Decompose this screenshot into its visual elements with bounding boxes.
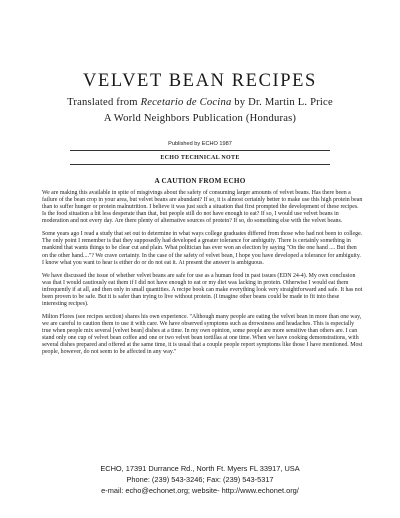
paragraph: Some years ago I read a study that set out to determine in what ways college graduates differed from those who had not been to college. The only point I remember is that they supposedly had developed a greater tolerance for ambiguity. There is certainly something in mankind that wants things to be clear cut and plain. What politician has ever won an election by saying "On the one hand .... But then on the other hand...."? We crave certainty. In the case of the safety of velvet bean, I hope you have developed a tolerance for ambiguity. I know what you want to hear is either do or do not eat it. At present the answer is ambiguous.: [42, 231, 363, 266]
contact-footer: [0, 463, 400, 496]
footer-address: ECHO, 17391 Durrance Rd., North Ft. Myers FL 33917, USA: [100, 464, 300, 473]
subtitle-author: by Dr. Martin L. Price: [231, 97, 333, 108]
paragraph: We are making this available in spite of misgivings about the safety of consuming larger amounts of velvet beans. Has there been a failure of the bean crop in your area, but velvet beans are abundant? If so, it is almost certainly better to make use this high protein bean than to suffer hunger or protein malnutrition. I believe it was just such a situation that first prompted the development of these recipes. Is the food situation a bit less desperate than that, but people still do not have enough to eat? If so, I would use velvet beans in moderation and not every day. Are there plenty of alternative sources of protein? If so, do something else with the velvet beans.: [42, 190, 363, 225]
bottom-divider: [70, 164, 330, 165]
top-divider: [70, 150, 330, 151]
footer-email-website: e-mail: echo@echonet.org; website- http://www.echonet.org/: [101, 486, 299, 495]
subtitle-prefix: Translated from: [67, 97, 141, 108]
published-by: Published by ECHO 1987: [168, 141, 232, 147]
section-heading: A CAUTION FROM ECHO: [154, 177, 246, 185]
paragraph: We have discussed the issue of whether velvet beans are safe for use as a human food in past issues (EDN 24-4). My own conclusion was that I would cautiously eat them if I did not have enough to eat or my diet was lacking in protein. Otherwise I would eat them infrequently if at all, and then only in small quantities. A recipe book can make everything look very straightforward and safe. It has not been proven to be safe. But it is safer than trying to live without protein. (I imagine other beans could be made to fit into these interesting recipes).: [42, 272, 363, 307]
document-subtitle: [0, 96, 400, 110]
publication-line: A World Neighbors Publication (Honduras): [103, 113, 297, 124]
subtitle-source-title: Recetario de Cocina: [140, 97, 232, 108]
document-title: VELVET BEAN RECIPES: [83, 71, 317, 91]
article-body: [42, 190, 364, 362]
tech-note-label: ECHO TECHNICAL NOTE: [160, 155, 240, 161]
footer-phone: Phone: (239) 543-3246; Fax: (239) 543-5317: [126, 475, 274, 484]
paragraph: Milton Flores (see recipes section) shares his own experience. "Although many people are eating the velvet bean in more than one way, we are careful to caution them to use it with care. We have observed symptoms such as drowsiness and headaches. This is especially true when people mix several [velvet bean] dishes at a time. In my own opinion, some people are more sensitive than others are. I can stand only one cup of velvet bean coffee and one or two velvet bean tortillas at one time. When we have cooking demonstrations, with several dishes prepared and offered at the same time, it is usual that a couple people report symptoms like those I have mentioned. Most people, however, do not seem to be affected in any way.": [42, 313, 363, 356]
